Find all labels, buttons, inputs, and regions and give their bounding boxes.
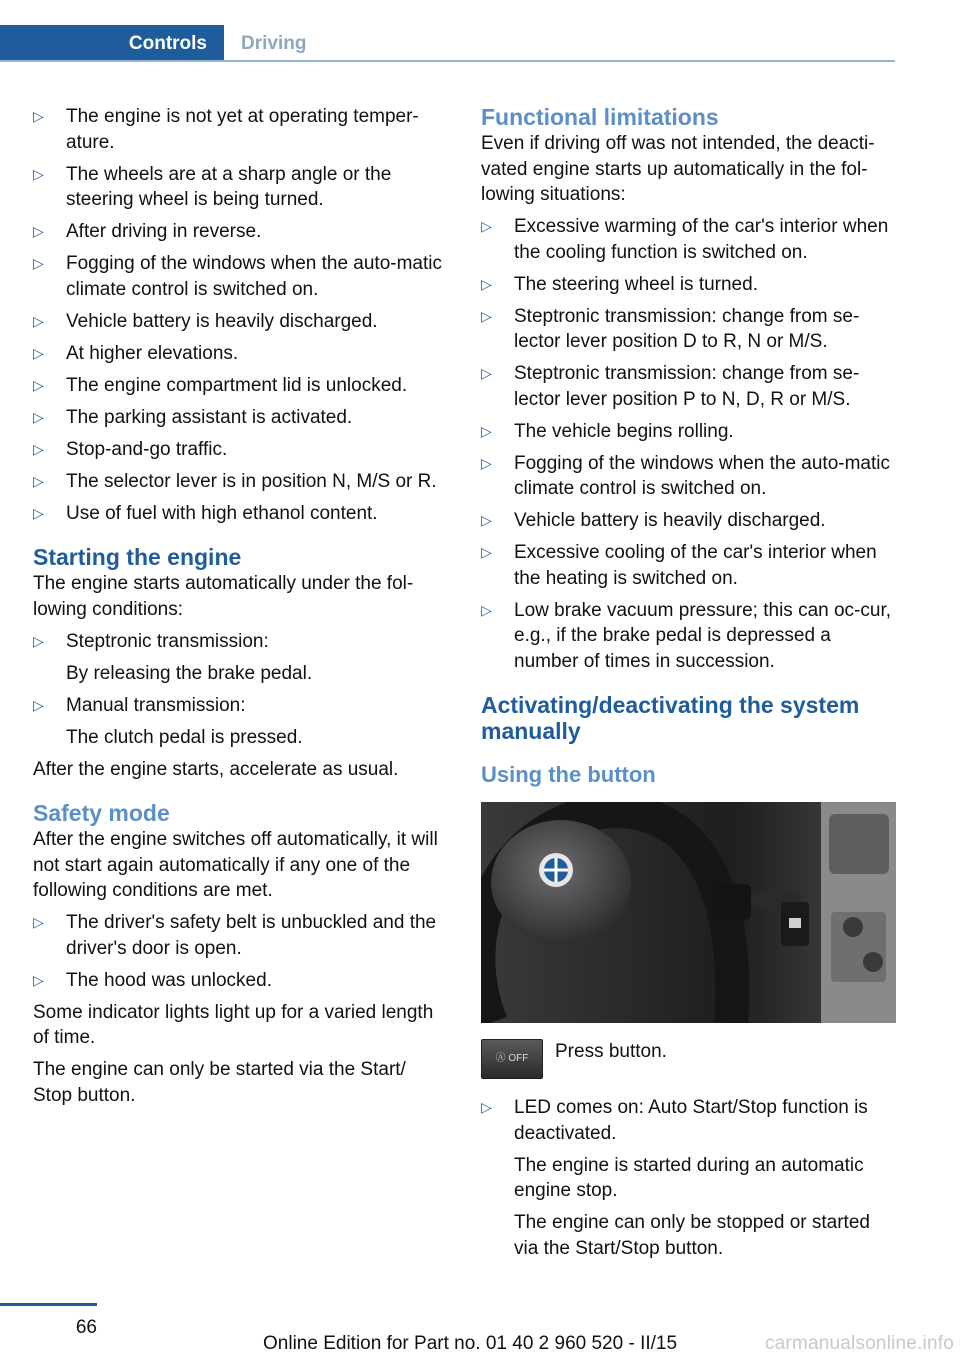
footer-rule <box>0 1303 97 1306</box>
list-item: ▷ The wheels are at a sharp angle or the steering wheel is being turned. <box>33 163 392 210</box>
heading-functional-limitations: Functional limitations <box>481 104 719 130</box>
press-button-row <box>481 1039 896 1083</box>
list-item: ▷ Fogging of the windows when the auto‐matic climate control is switched on. <box>33 253 442 300</box>
list-item: ▷ Use of fuel with high ethanol content. <box>33 501 443 527</box>
triangle-bullet-icon: ▷ <box>33 344 44 361</box>
list-item: ▷ Vehicle battery is heavily discharged. <box>33 309 443 335</box>
watermark: carmanualsonline.info <box>764 1333 954 1354</box>
list-item: ▷ At higher elevations. <box>33 341 443 367</box>
limits-text: Even if driving off was not intended, the deacti‐vated engine starts up automatically in the fol‐lowing situations: <box>481 133 875 205</box>
right-column <box>481 104 896 1268</box>
heading-activating-manually: Activating/deactivating the system manually <box>481 692 860 744</box>
starting-list <box>33 629 443 751</box>
triangle-bullet-icon: ▷ <box>33 914 44 930</box>
after-start-text: After the engine starts, accelerate as usual. <box>33 758 399 780</box>
triangle-bullet-icon: ▷ <box>481 275 492 292</box>
triangle-bullet-icon: ▷ <box>33 696 44 713</box>
tab-controls[interactable]: Controls <box>0 25 224 62</box>
heading-starting-engine: Starting the engine <box>33 544 242 570</box>
start-stop-text: The engine can only be started via the Start/ Stop button. <box>33 1059 406 1106</box>
triangle-bullet-icon: ▷ <box>481 544 492 560</box>
edition-text: Online Edition for Part no. 01 40 2 960 520 - II/15 <box>263 1333 678 1354</box>
list-item: ▷ The selector lever is in position N, M/S or R. <box>33 469 443 495</box>
list-item: ▷ Excessive warming of the car's interior when the cooling function is switched on. <box>481 216 889 263</box>
triangle-bullet-icon: ▷ <box>481 422 492 439</box>
triangle-bullet-icon: ▷ <box>481 218 492 234</box>
auto-start-stop-off-button[interactable]: Ⓐ OFF <box>481 1039 543 1079</box>
triangle-bullet-icon: ▷ <box>33 108 44 124</box>
press-button-text: Press button. <box>555 1041 667 1062</box>
list-item: ▷ Steptronic transmission: By releasing the brake pedal. <box>33 630 313 684</box>
auto-start-stop-icon: Ⓐ <box>495 1053 506 1064</box>
list-item: ▷ The driver's safety belt is unbuckled and the driver's door is open. <box>33 912 437 959</box>
starting-text: The engine starts automatically under the fol‐lowing conditions: <box>33 573 414 620</box>
safety-text: After the engine switches off automatically, it will not start again automatically if any one of the following conditions are met. <box>33 829 438 901</box>
triangle-bullet-icon: ▷ <box>33 504 44 521</box>
list-item: ▷ The engine compartment lid is unlocked. <box>33 373 443 399</box>
heading-safety-mode: Safety mode <box>33 800 170 826</box>
triangle-bullet-icon: ▷ <box>33 165 44 182</box>
triangle-bullet-icon: ▷ <box>481 512 492 528</box>
triangle-bullet-icon: ▷ <box>481 454 492 471</box>
list-item: ▷ Steptronic transmission: change from se‐lector lever position P to N, D, R or M/S. <box>481 363 860 410</box>
list-item: ▷ The engine is not yet at operating temper‐ature. <box>33 106 419 153</box>
list-item: ▷ Fogging of the windows when the auto‐matic climate control is switched on. <box>481 452 890 499</box>
triangle-bullet-icon: ▷ <box>33 971 44 988</box>
triangle-bullet-icon: ▷ <box>481 365 492 381</box>
heading-using-button: Using the button <box>481 762 656 787</box>
triangle-bullet-icon: ▷ <box>33 255 44 271</box>
safety-list <box>33 910 443 993</box>
list-item: ▷ Manual transmission: The clutch pedal is pressed. <box>33 694 303 748</box>
list-item: ▷ Excessive cooling of the car's interior when the heating is switched on. <box>481 542 877 589</box>
triangle-bullet-icon: ▷ <box>33 408 44 425</box>
left-column <box>33 104 443 1115</box>
list-item: ▷ After driving in reverse. <box>33 219 443 245</box>
triangle-bullet-icon: ▷ <box>481 307 492 324</box>
triangle-bullet-icon: ▷ <box>33 632 44 649</box>
led-list <box>481 1095 896 1261</box>
chapter-header <box>0 25 895 61</box>
triangle-bullet-icon: ▷ <box>481 601 492 618</box>
steering-wheel-photo <box>481 802 896 1023</box>
list-item: ▷ Stop-and-go traffic. <box>33 437 443 463</box>
triangle-bullet-icon: ▷ <box>33 376 44 393</box>
triangle-bullet-icon: ▷ <box>33 440 44 457</box>
page-number: 66 <box>75 1317 97 1338</box>
triangle-bullet-icon: ▷ <box>33 223 44 239</box>
triangle-bullet-icon: ▷ <box>33 312 44 329</box>
list-item: ▷ LED comes on: Auto Start/Stop function is deactivated. The engine is started during an automatic engine stop. The engine can only be stopped or started via the Start/Stop button. <box>481 1097 870 1259</box>
list-item: ▷ The vehicle begins rolling. <box>481 419 896 445</box>
indicator-text: Some indicator lights light up for a varied length of time. <box>33 1001 434 1048</box>
triangle-bullet-icon: ▷ <box>33 472 44 489</box>
list-item: ▷ Low brake vacuum pressure; this can oc‐cur, e.g., if the brake pedal is depressed a number of times in succession. <box>481 599 892 672</box>
header-rule <box>0 60 895 62</box>
list-item: ▷ Steptronic transmission: change from se‐lector lever position D to R, N or M/S. <box>481 305 860 352</box>
steering-wheel-illustration-icon <box>481 802 896 1023</box>
list-item: ▷ Vehicle battery is heavily discharged. <box>481 508 896 534</box>
conditions-list <box>33 104 443 526</box>
list-item: ▷ The parking assistant is activated. <box>33 405 443 431</box>
list-item: ▷ The hood was unlocked. <box>33 968 443 994</box>
limits-list <box>481 214 896 674</box>
list-item: ▷ The steering wheel is turned. <box>481 272 896 298</box>
triangle-bullet-icon: ▷ <box>481 1099 492 1115</box>
tab-driving[interactable]: Driving <box>241 33 307 54</box>
